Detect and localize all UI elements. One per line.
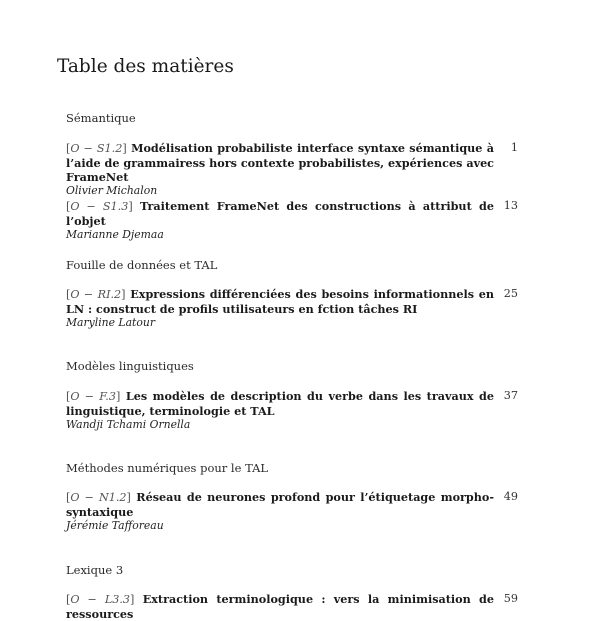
entry-page-number: 25 <box>503 287 518 300</box>
toc-entry[interactable] <box>66 287 494 330</box>
entry-code: [O − F.3] <box>66 390 121 403</box>
page-title: Table des matières <box>57 56 234 77</box>
entry-title: Traitement FrameNet des constructions à attribut de l’objet <box>66 199 494 228</box>
entry-author: Maryline Latour <box>66 316 155 329</box>
entry-title: Modélisation probabiliste interface syntaxe sémantique à l’aide de grammairess hors contexte probabilistes, expériences avec FrameNet <box>66 141 494 184</box>
section-heading-modeles: Modèles linguistiques <box>66 359 194 373</box>
entry-author: Wandji Tchami Ornella <box>66 418 191 431</box>
entry-code: [O − S1.3] <box>66 200 133 213</box>
entry-page-number: 13 <box>503 199 518 212</box>
entry-title: Expressions différenciées des besoins informationnels en LN : construct de profils utilisateurs en fction tâches RI <box>66 287 494 316</box>
entry-author: Jérémie Tafforeau <box>66 519 164 532</box>
toc-entry[interactable] <box>66 490 494 533</box>
toc-entry[interactable] <box>66 199 494 242</box>
entry-author: Olivier Michalon <box>66 184 158 197</box>
toc-entry[interactable] <box>66 389 494 432</box>
section-heading-lexique: Lexique 3 <box>66 563 124 577</box>
entry-code: [O − L3.3] <box>66 593 135 606</box>
entry-title: Les modèles de description du verbe dans les travaux de linguistique, terminologie et TAL <box>66 389 494 418</box>
entry-page-number: 59 <box>503 592 518 605</box>
toc-entry[interactable] <box>66 141 494 198</box>
entry-title: Extraction terminologique : vers la minimisation de ressources <box>66 592 494 621</box>
section-heading-semantique: Sémantique <box>66 111 136 125</box>
entry-code: [O − S1.2] <box>66 142 127 155</box>
entry-title: Réseau de neurones profond pour l’étiquetage morpho-syntaxique <box>66 490 494 519</box>
toc-entry[interactable] <box>66 592 494 621</box>
entry-page-number: 37 <box>503 389 518 402</box>
entry-code: [O − N1.2] <box>66 491 131 504</box>
entry-code: [O − RI.2] <box>66 288 126 301</box>
entry-author: Marianne Djemaa <box>66 228 164 241</box>
entry-page-number: 1 <box>510 141 518 154</box>
entry-page-number: 49 <box>503 490 518 503</box>
section-heading-fouille: Fouille de données et TAL <box>66 258 218 272</box>
section-heading-methodes: Méthodes numériques pour le TAL <box>66 461 269 475</box>
